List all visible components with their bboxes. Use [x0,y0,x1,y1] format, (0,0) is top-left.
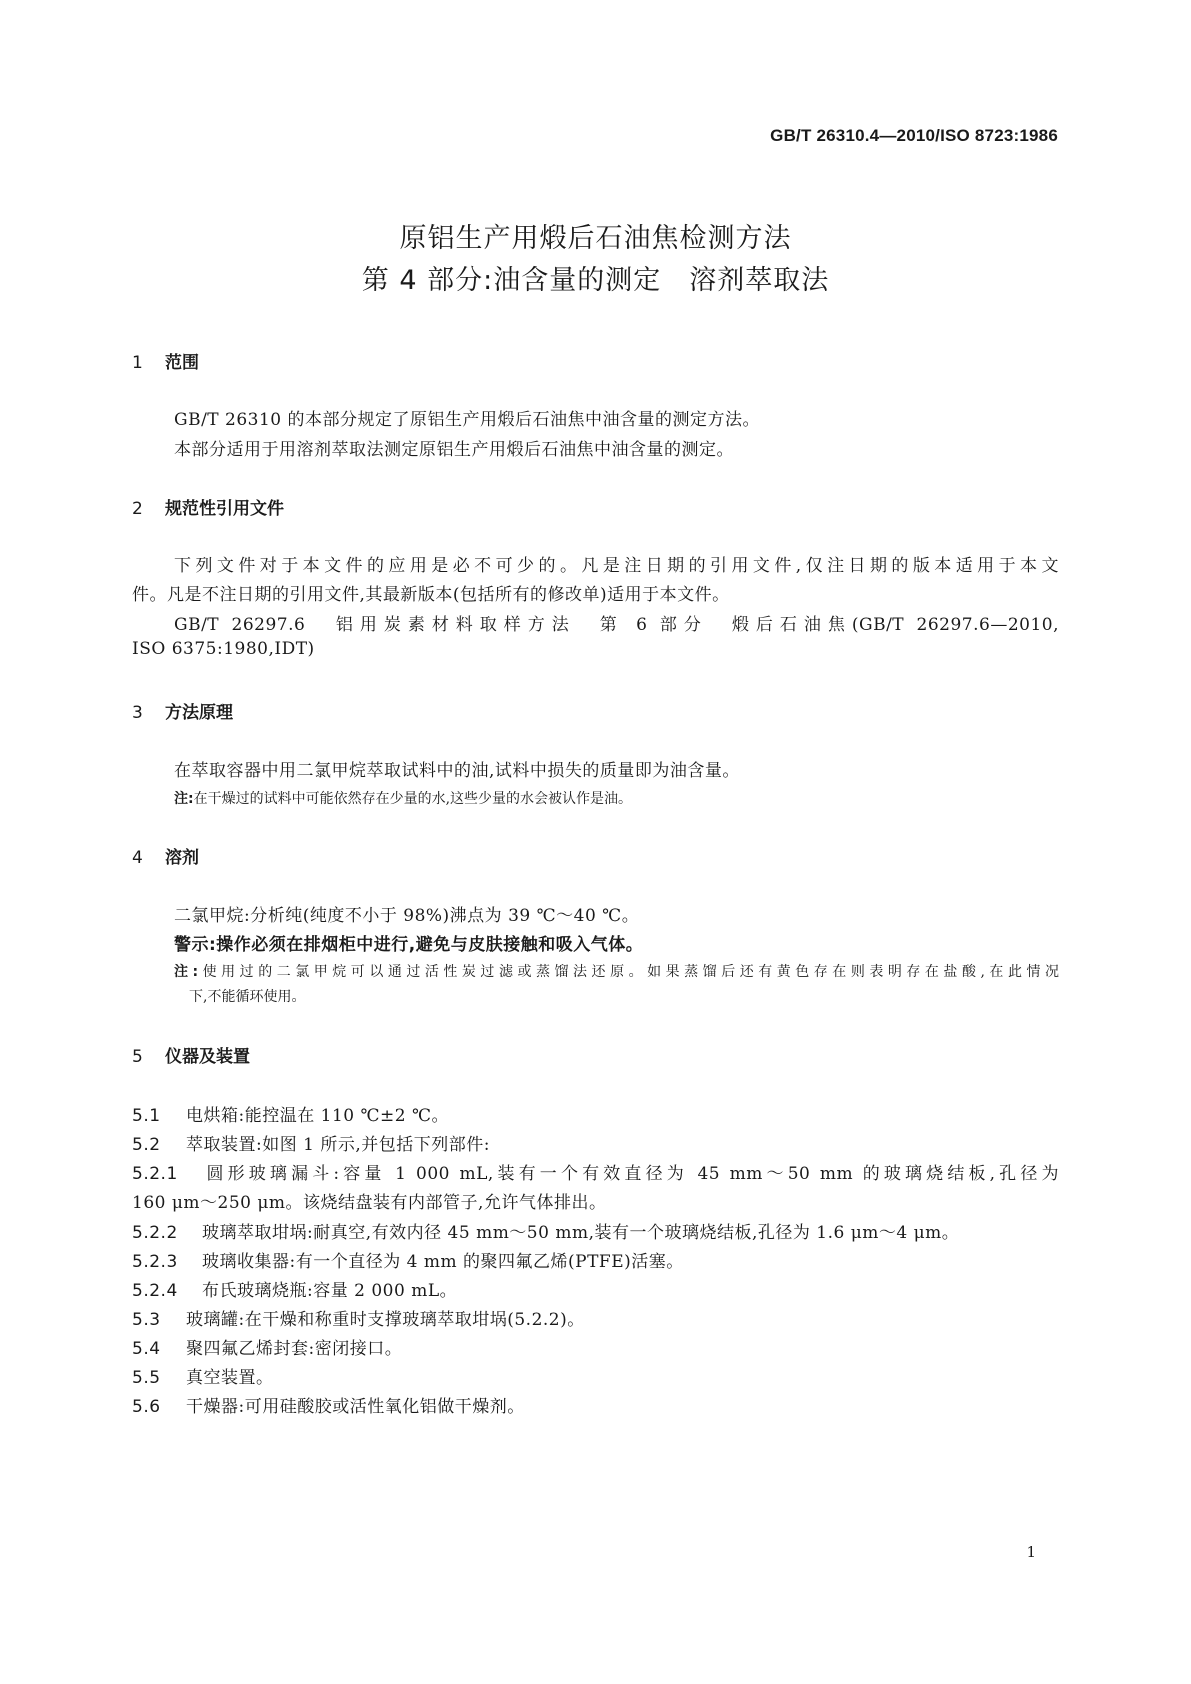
section-number: 4 [132,848,143,868]
section-3-note [174,788,632,808]
clause-number: 5.2.2 [132,1223,178,1243]
clause-5-2-1-continued [132,1188,606,1213]
section-2-reference-line-b: ISO 6375:1980,IDT) [132,639,315,659]
clause-5-5 [132,1363,274,1388]
clause-5-2-1 [132,1159,1059,1184]
section-title: 范围 [165,353,199,373]
clause-number: 5.5 [132,1368,161,1388]
standard-number: GB/T 26310.4—2010/ISO 8723:1986 [770,126,1058,145]
clause-text: 干燥器:可用硅酸胶或活性氧化铝做干燥剂。 [186,1397,525,1417]
section-number: 1 [132,353,143,373]
section-4-warning: 警示:操作必须在排烟柜中进行,避免与皮肤接触和吸入气体。 [174,935,644,955]
clause-number: 5.2 [132,1135,161,1155]
section-1-heading [132,348,199,373]
clause-number: 5.3 [132,1310,161,1330]
clause-text: 萃取装置:如图 1 所示,并包括下列部件: [186,1135,490,1155]
clause-text: 160 μm～250 μm。该烧结盘装有内部管子,允许气体排出。 [132,1193,607,1213]
section-title: 溶剂 [165,848,199,868]
section-2-paragraph-1-line-b: 件。凡是不注日期的引用文件,其最新版本(包括所有的修改单)适用于本文件。 [132,585,730,605]
section-number: 5 [132,1047,143,1067]
section-number: 3 [132,703,143,723]
document-title-line2: 第 4 部分:油含量的测定 溶剂萃取法 [361,265,830,296]
section-2-heading [132,494,284,519]
section-number: 2 [132,499,143,519]
clause-5-2-3 [132,1247,684,1272]
clause-text: 布氏玻璃烧瓶:容量 2 000 mL。 [202,1281,458,1301]
clause-text: 电烘箱:能控温在 110 ℃±2 ℃。 [186,1106,449,1126]
section-title: 方法原理 [165,703,233,723]
section-1-paragraph-1: GB/T 26310 的本部分规定了原铝生产用煅后石油焦中油含量的测定方法。 [174,410,761,430]
note-text: 在干燥过的试料中可能依然存在少量的水,这些少量的水会被认作是油。 [193,791,633,807]
clause-5-6 [132,1392,525,1417]
section-3-paragraph-1: 在萃取容器中用二氯甲烷萃取试料中的油,试料中损失的质量即为油含量。 [174,761,740,781]
section-4-paragraph-1: 二氯甲烷:分析纯(纯度不小于 98%)沸点为 39 ℃～40 ℃。 [174,906,640,926]
document-title-line1: 原铝生产用煅后石油焦检测方法 [399,223,792,254]
clause-5-3 [132,1305,585,1330]
section-5-heading [132,1042,250,1067]
clause-5-4 [132,1334,402,1359]
note-text: 使用过的二氯甲烷可以通过活性炭过滤或蒸馏法还原。如果蒸馏后还有黄色存在则表明存在盐酸,在此情况 [198,964,1059,980]
clause-number: 5.1 [132,1106,161,1126]
note-label: 注: [174,964,199,980]
clause-5-2-2 [132,1218,959,1243]
clause-number: 5.2.4 [132,1281,178,1301]
section-4-note-line-b: 下,不能循环使用。 [189,989,306,1005]
section-3-heading [132,698,233,723]
clause-text: 玻璃收集器:有一个直径为 4 mm 的聚四氟乙烯(PTFE)活塞。 [202,1252,684,1272]
clause-number: 5.2.3 [132,1252,178,1272]
section-2-paragraph-1-line-a: 下列文件对于本文件的应用是必不可少的。凡是注日期的引用文件,仅注日期的版本适用于本文 [174,556,1059,576]
clause-number: 5.6 [132,1397,161,1417]
clause-5-1 [132,1101,449,1126]
section-2-reference-line-a: GB/T 26297.6 铝用炭素材料取样方法 第 6 部分 煅后石油焦(GB/T 26297.6—2010, [174,615,1059,635]
clause-5-2 [132,1130,490,1155]
note-label: 注: [174,791,194,807]
page-number: 1 [1026,1543,1036,1561]
section-4-note-line-a [174,961,1059,981]
section-1-paragraph-2: 本部分适用于用溶剂萃取法测定原铝生产用煅后石油焦中油含量的测定。 [174,440,734,460]
clause-text: 玻璃罐:在干燥和称重时支撑玻璃萃取坩埚(5.2.2)。 [186,1310,585,1330]
clause-text: 圆形玻璃漏斗:容量 1 000 mL,装有一个有效直径为 45 mm～50 mm 的玻璃烧结板,孔径为 [206,1164,1059,1184]
clause-text: 玻璃萃取坩埚:耐真空,有效内径 45 mm～50 mm,装有一个玻璃烧结板,孔径为 1.6 μm～4 μm。 [202,1223,960,1243]
clause-text: 真空装置。 [186,1368,274,1388]
clause-number: 5.2.1 [132,1164,178,1184]
clause-number: 5.4 [132,1339,161,1359]
clause-5-2-4 [132,1276,457,1301]
section-4-heading [132,843,199,868]
clause-text: 聚四氟乙烯封套:密闭接口。 [186,1339,403,1359]
section-title: 规范性引用文件 [165,499,284,519]
section-title: 仪器及装置 [165,1047,250,1067]
